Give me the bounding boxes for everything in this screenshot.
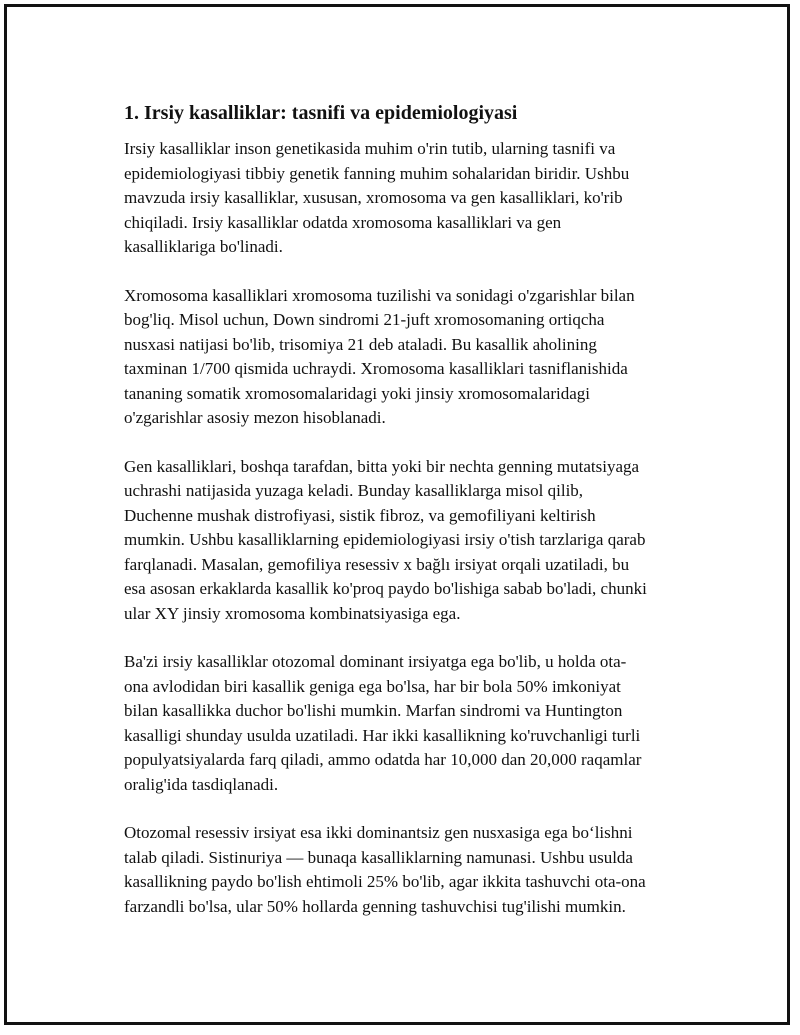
paragraph-intro: [124, 137, 694, 260]
paragraph-line: chiqiladi. Irsiy kasalliklar odatda xromosoma kasalliklari va gen: [124, 212, 562, 232]
paragraph-line: esa asosan erkaklarda kasallik ko'proq paydo bo'lishiga sabab bo'ladi, chunki: [124, 579, 647, 598]
paragraph-line: Xromosoma kasalliklari xromosoma tuzilishi va sonidagi o'zgarishlar bilan: [124, 285, 635, 305]
paragraph-line: kasallikning paydo bo'lish ehtimoli 25% bo'lib, agar ikkita tashuvchi ota-ona: [124, 872, 646, 891]
paragraph-line: farzandli bo'lsa, ular 50% hollarda genning tashuvchisi tug'ilishi mumkin.: [124, 896, 626, 916]
paragraph-line: bilan kasallikka duchor bo'lishi mumkin. Marfan sindromi va Huntington: [124, 701, 623, 720]
paragraph-line: oralig'ida tasdiqlanadi.: [124, 774, 279, 794]
paragraph-line: kasalliklariga bo'linadi.: [124, 237, 283, 256]
paragraph-line: populyatsiyalarda farq qiladi, ammo odatda har 10,000 dan 20,000 raqamlar: [124, 750, 642, 769]
paragraph-autosomal-dominant: [124, 650, 694, 797]
paragraph-line: tananing somatik xromosomalaridagi yoki jinsiy xromosomalaridagi: [124, 383, 591, 403]
paragraph-line: Duchenne mushak distrofiyasi, sistik fibroz, va gemofiliyani keltirish: [124, 505, 596, 525]
paragraph-line: ona avlodidan biri kasallik geniga ega bo'lsa, har bir bola 50% imkoniyat: [124, 676, 621, 696]
section-heading: 1. Irsiy kasalliklar: tasnifi va epidemiologiyasi: [124, 102, 518, 124]
document-body: [124, 99, 694, 943]
paragraph-line: nusxasi natijasi bo'lib, trisomiya 21 deb ataladi. Bu kasallik aholining: [124, 334, 597, 354]
page-frame: [4, 4, 790, 1025]
paragraph-line: mumkin. Ushbu kasalliklarning epidemiologiyasi irsiy o'tish tarzlariga qarab: [124, 530, 646, 549]
paragraph-autosomal-recessive: [124, 821, 694, 919]
paragraph-line: Gen kasalliklari, boshqa tarafdan, bitta yoki bir nechta genning mutatsiyaga: [124, 456, 640, 476]
paragraph-line: Ba'zi irsiy kasalliklar otozomal dominant irsiyatga ega bo'lib, u holda ota-: [124, 652, 627, 671]
paragraph-line: uchrashi natijasida yuzaga keladi. Bunday kasalliklarga misol qilib,: [124, 481, 584, 500]
paragraph-line: taxminan 1/700 qismida uchraydi. Xromosoma kasalliklari tasniflanishida: [124, 359, 628, 378]
paragraph-line: mavzuda irsiy kasalliklar, xususan, xromosoma va gen kasalliklari, ko'rib: [124, 188, 623, 207]
paragraph-line: kasalligi shunday usulda uzatiladi. Har ikki kasallikning ko'ruvchanligi turli: [124, 725, 641, 745]
paragraph-line: farqlanadi. Masalan, gemofiliya resessiv x bağlı irsiyat orqali uzatiladi, bu: [124, 554, 630, 574]
paragraph-line: talab qiladi. Sistinuriya — bunaqa kasalliklarning namunasi. Ushbu usulda: [124, 847, 633, 867]
paragraph-line: bog'liq. Misol uchun, Down sindromi 21-juft xromosomaning ortiqcha: [124, 310, 605, 329]
paragraph-line: epidemiologiyasi tibbiy genetik fanning muhim sohalaridan biridir. Ushbu: [124, 163, 630, 183]
paragraph-gene-diseases: [124, 455, 694, 627]
paragraph-chromosome-diseases: [124, 284, 694, 431]
paragraph-line: Irsiy kasalliklar inson genetikasida muhim o'rin tutib, ularning tasnifi va: [124, 139, 616, 158]
paragraph-line: Otozomal resessiv irsiyat esa ikki dominantsiz gen nusxasiga ega bo‘lishni: [124, 823, 633, 842]
paragraph-line: o'zgarishlar asosiy mezon hisoblanadi.: [124, 408, 386, 427]
paragraph-line: ular XY jinsiy xromosoma kombinatsiyasiga ega.: [124, 603, 461, 623]
